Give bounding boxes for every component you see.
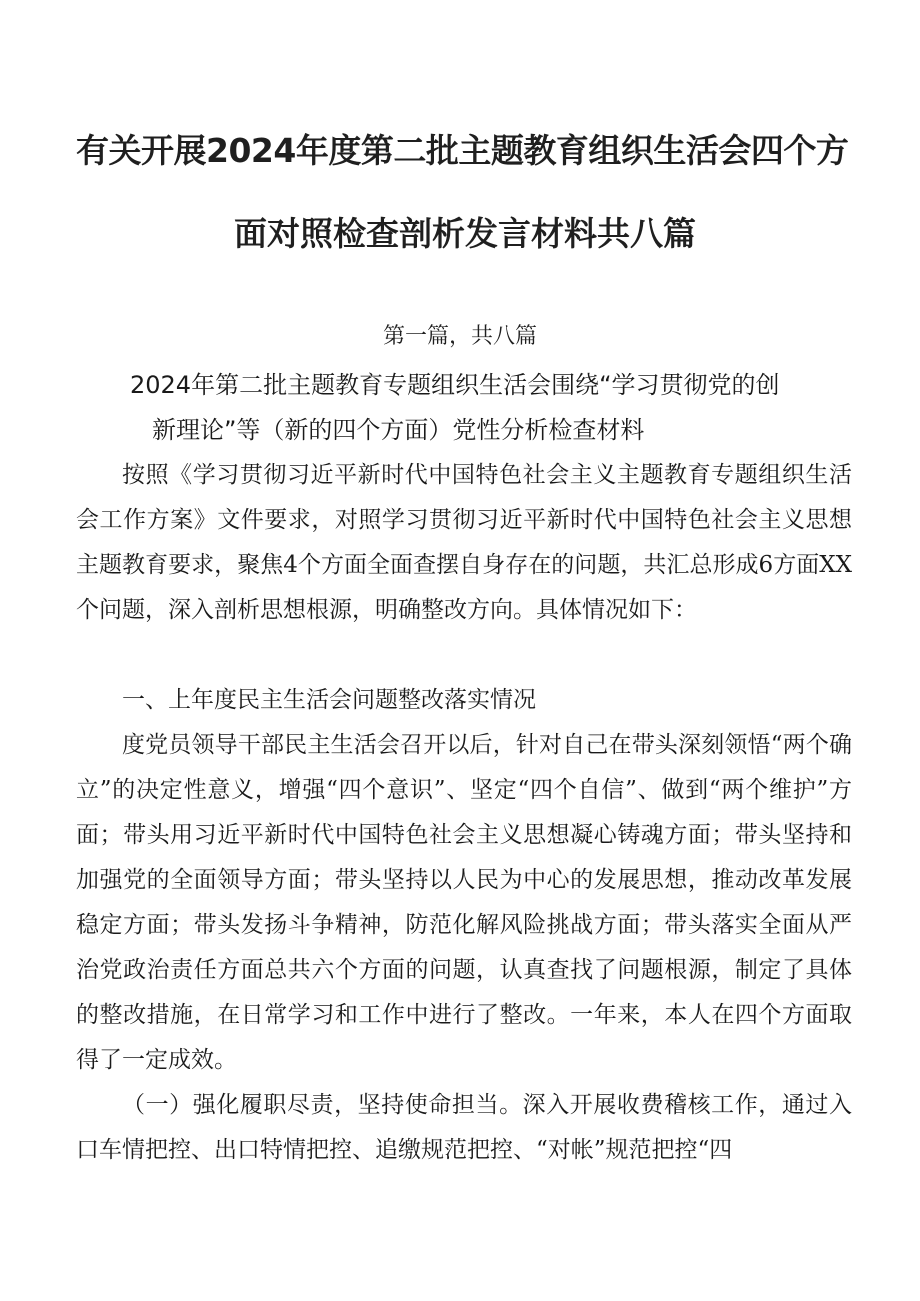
- paragraph-rectification: 度党员领导干部民主生活会召开以后，针对自己在带头深刻领悟“两个确立”的决定性意义，增强“四个意识”、坚定“四个自信”、做到“两个维护”方面；带头用习近平新时代中国特色社会主义思想凝心铸魂方面；带头坚持和加强党的全面领导方面；带头坚持以人民为中心的发展思想，推动改革发展稳定方面；带头发扬斗争精神，防范化解风险挑战方面；带头落实全面从严治党政治责任方面总共六个方面的问题，认真查找了问题根源，制定了具体的整改措施，在日常学习和工作中进行了整改。一年来，本人在四个方面取得了一定成效。: [76, 732, 852, 1073]
- document-title-line-2: 面对照检查剖析发言材料共八篇: [234, 214, 696, 253]
- heading-rectification: 一、上年度民主生活会问题整改落实情况: [122, 687, 536, 713]
- section-title-line-1: 2024年第二批主题教育专题组织生活会围绕“学习贯彻党的创: [130, 371, 780, 399]
- document-title-line-1: 有关开展2024年度第二批主题教育组织生活会四个方: [76, 131, 849, 170]
- part-label: 第一篇，共八篇: [382, 324, 537, 349]
- section-title-line-2: 新理论”等（新的四个方面）党性分析检查材料: [152, 416, 645, 444]
- paragraph-duty: （一）强化履职尽责，坚持使命担当。深入开展收费稽核工作，通过入口车情把控、出口特情把控、追缴规范把控、“对帐”规范把控“四: [76, 1092, 852, 1163]
- paragraph-intro: 按照《学习贯彻习近平新时代中国特色社会主义主题教育专题组织生活会工作方案》文件要求，对照学习贯彻习近平新时代中国特色社会主义思想主题教育要求，聚焦4个方面全面查摆自身存在的问题，共汇总形成6方面XX个问题，深入剖析思想根源，明确整改方向。具体情况如下：: [76, 462, 852, 623]
